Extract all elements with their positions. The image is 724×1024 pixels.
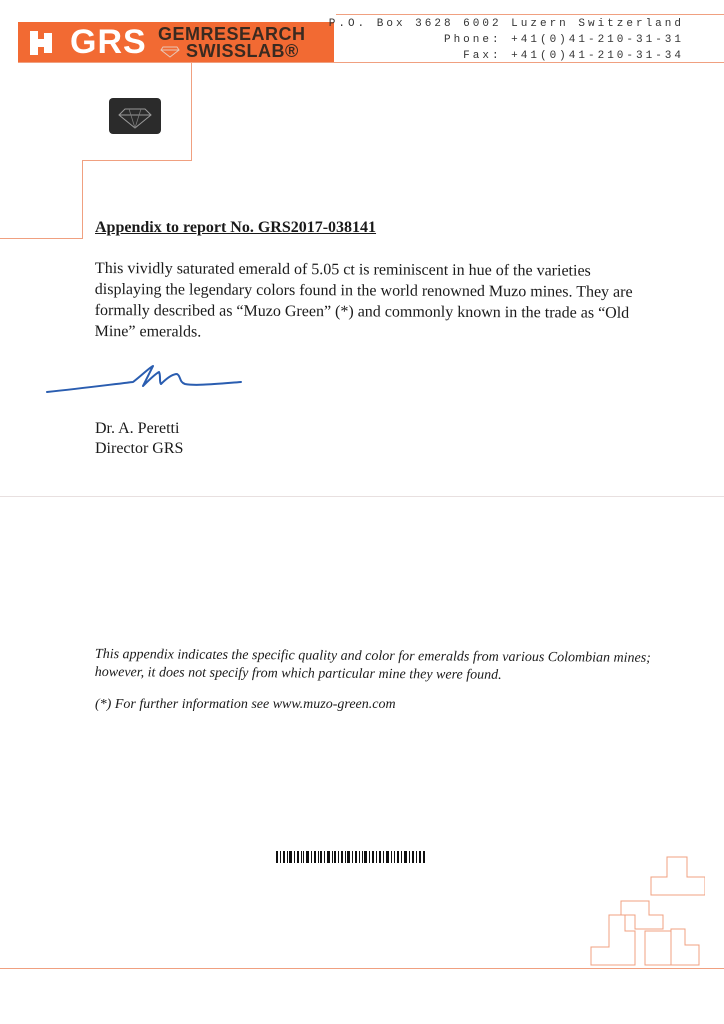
phone-line: Phone: +41(0)41-210-31-31 [443, 34, 684, 46]
diamond-icon [160, 46, 180, 58]
fold-line [0, 496, 724, 497]
hologram-diamond-icon [109, 98, 161, 134]
appendix-title: Appendix to report No. GRS2017-038141 [95, 219, 377, 236]
signature [45, 362, 245, 398]
barcode [276, 851, 426, 863]
signatory-name: Dr. A. Peretti [95, 420, 180, 437]
frame-line-vertical-right [191, 62, 192, 160]
frame-line-vertical-left [82, 160, 83, 238]
further-info-note: (*) For further information see www.muzo-green.com [95, 697, 396, 712]
logo-gemresearch-text: GEMRESEARCH [158, 24, 306, 44]
appendix-body-text: This vividly saturated emerald of 5.05 ct is reminiscent in hue of the varieties displaying the legendary colors found in the world renowned Muzo mines. They are formally described as “Muzo Green” (*) and commonly known in the trade as “Old Mine” emeralds. [94, 259, 633, 341]
fax-line: Fax: +41(0)41-210-31-34 [463, 50, 684, 62]
hologram-seal [109, 98, 161, 134]
logo-swisslab-text: SWISSLAB® [186, 41, 299, 61]
frame-line-header-top [336, 14, 724, 15]
grs-logo [18, 22, 334, 62]
signatory-title: Director GRS [95, 440, 184, 457]
logo-grs-text: GRS [70, 23, 147, 61]
address-line: P.O. Box 3628 6002 Luzern Switzerland [328, 18, 684, 30]
decorative-blocks [585, 855, 705, 970]
frame-line-header-bottom [18, 62, 724, 63]
appendix-disclaimer-note: This appendix indicates the specific quality and color for emeralds from various Colombian mines; however, it does not specify from which particular mine they were found. [94, 647, 651, 683]
swiss-cross-logo-icon [30, 29, 62, 57]
frame-line-horizontal-mid [82, 160, 192, 161]
frame-line-left-stub [0, 238, 83, 239]
